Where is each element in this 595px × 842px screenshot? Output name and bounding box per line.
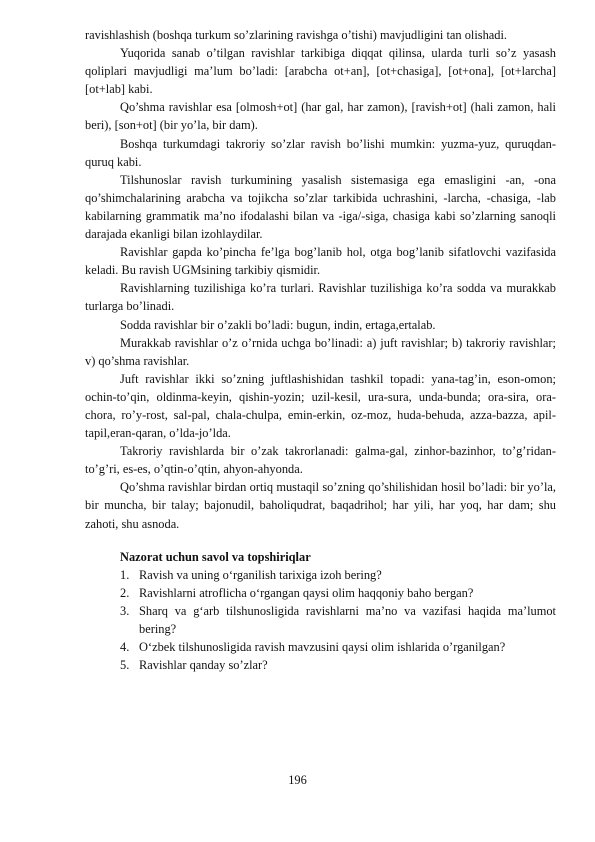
list-number: 1. (120, 567, 130, 582)
list-item-text: Sharq va g‘arb tilshunosligida ravishlarni ma’no va vazifasi haqida ma’lumot bering? (139, 603, 556, 636)
paragraph-paired-adverbs: Juft ravishlar ikki so’zning juftlashishidan tashkil topadi: yana-tag’in, eson-omon; ochin-to’qin, oldinma-keyin, qishin-yozin; uzil-kesil, ura-sura, unda-bunda; ora-sira, ora-chora, ro’y-rost, sal-pal, chala-chulpa, emin-erkin, oz-moz, huda-behuda, azza-bazza, apil-tapil,eran-qaran, o’lda-jo’lda. (85, 371, 556, 441)
paragraph-reduplicated-adverbs: Takroriy ravishlarda bir o’zak takrorlanadi: galma-gal, zinhor-bazinhor, to’g’ridan-to’g’ri, es-es, o’qtin-o’qtin, ahyon-ahyonda. (85, 444, 556, 477)
paragraph-structural-types: Ravishlarning tuzilishiga ko’ra turlari. Ravishlar tuzilishiga ko’ra sodda va murakkab turlarga bo’linadi. (85, 281, 556, 314)
list-number: 5. (120, 658, 130, 673)
list-item-text: Ravishlar qanday so’zlar? (139, 658, 268, 673)
page-number: 196 (288, 773, 307, 787)
paragraph-compound-adverbs: Qo’shma ravishlar esa [olmosh+ot] (har gal, har zamon), [ravish+ot] (hali zamon, hali beri), [son+ot] (bir yo’la, bir dam). (85, 100, 556, 133)
paragraph-word-formation-patterns: Yuqorida sanab o’tilgan ravishlar tarkibiga diqqat qilinsa, ularda turli so’z yasash qoliplari mavjudligi ma’lum bo’ladi: [arabcha ot+an], [ot+chasiga], [ot+ona], [ot+larcha] [ot+lab] kabi. (85, 46, 556, 97)
page-body (85, 26, 556, 674)
paragraph-simple-adverbs: Sodda ravishlar bir o’zakli bo’ladi: bugun, indin, ertaga,ertalab. (120, 317, 436, 332)
list-number: 4. (120, 640, 130, 655)
paragraph-syntactic-function: Ravishlar gapda ko’pincha fe’lga bog’lanib hol, otga bog’lanib sifatlovchi vazifasida keladi. Bu ravish UGMsining tarkibiy qismidir. (85, 245, 556, 278)
list-item (120, 638, 556, 656)
list-item-text: Ravishlarni atroflicha o‘rgangan qaysi olim haqqoniy baho bergan? (139, 585, 474, 600)
paragraph-compound-adverbs-formation: Qo’shma ravishlar birdan ortiq mustaqil so’zning qo’shilishidan hosil bo’ladi: bir yo’la, bir muncha, bir talay; bajonudil, baholiqudrat, baqadrihol; har yili, har yoq, har dam; shu zahoti, shu asnoda. (85, 480, 556, 531)
paragraph-repeated-words: Boshqa turkumdagi takroriy so’zlar ravish bo’lishi mumkin: yuzma-yuz, quruqdan-quruq kabi. (85, 136, 556, 169)
paragraph-linguists-view: Tilshunoslar ravish turkumining yasalish sistemasiga ega emasligini -an, -ona qo’shimchalarining arabcha va tojikcha so’zlar tarkibida uchrashini, -larcha, -chasiga, -lab kabilarning grammatik ma’no ifodalashi bilan va -iga/-siga, chasiga kabi so’zlarning sanoqli darajada ekanligi bilan izohlaydilar. (85, 172, 556, 242)
paragraph-complex-adverbs: Murakkab ravishlar o’z o’rnida uchga bo’linadi: a) juft ravishlar; b) takroriy ravishlar; v) qo’shma ravishlar. (85, 335, 556, 368)
section-heading: Nazorat uchun savol va topshiriqlar (120, 549, 311, 564)
list-item (120, 584, 556, 602)
list-item (120, 602, 556, 638)
list-number: 2. (120, 585, 130, 600)
list-item-text: Ravish va uning o‘rganilish tarixiga izoh bering? (139, 567, 382, 582)
paragraph-continued: ravishlashish (boshqa turkum so’zlarining ravishga o’tishi) mavjudligini tan olishadi. (85, 28, 508, 42)
list-item (120, 566, 556, 584)
list-item (120, 656, 556, 674)
list-item-text: O‘zbek tilshunosligida ravish mavzusini qaysi olim ishlarida o’rganilgan? (139, 640, 506, 655)
list-number: 3. (120, 603, 130, 618)
questions-list (85, 566, 556, 675)
